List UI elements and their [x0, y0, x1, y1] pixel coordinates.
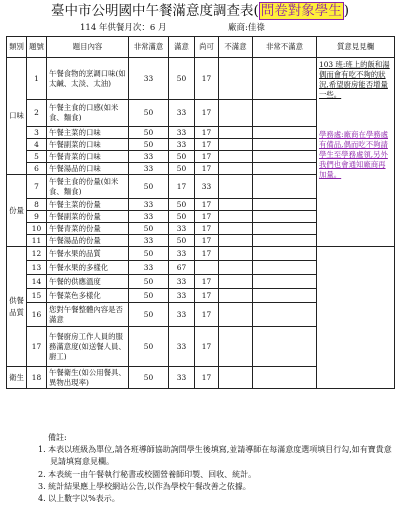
header-dissatisfied: 不滿意 — [219, 37, 253, 58]
very-satisfied-value: 50 — [129, 175, 169, 199]
fair-value: 17 — [195, 127, 219, 139]
very-dissatisfied-value — [253, 235, 317, 247]
item-number: 12 — [27, 247, 47, 261]
satisfied-value: 50 — [169, 199, 195, 211]
satisfied-value: 50 — [169, 211, 195, 223]
very-satisfied-value: 50 — [129, 139, 169, 151]
dissatisfied-value — [219, 327, 253, 367]
satisfied-value: 33 — [169, 327, 195, 367]
very-satisfied-value: 50 — [129, 223, 169, 235]
item-number: 15 — [27, 289, 47, 303]
category-portion: 份量 — [7, 175, 27, 247]
table-row — [7, 247, 395, 261]
month-label: 114 年供餐月次：6 月 — [80, 23, 167, 33]
very-dissatisfied-value — [253, 211, 317, 223]
satisfied-value: 33 — [169, 367, 195, 389]
question-text: 午餐主食的份量(如米食、麵食) — [47, 175, 129, 199]
notes-section — [34, 432, 394, 505]
survey-table — [6, 36, 395, 389]
note-item-3: 3. 統計結果應上學校網站公告,以作為學校午餐改善之依據。 — [38, 481, 251, 491]
question-text: 午餐副菜的份量 — [47, 211, 129, 223]
very-satisfied-value: 50 — [129, 289, 169, 303]
very-dissatisfied-value — [253, 100, 317, 127]
vendor-label: 廠商:佳祿 — [228, 23, 265, 33]
satisfied-value: 33 — [169, 289, 195, 303]
very-dissatisfied-value — [253, 327, 317, 367]
very-dissatisfied-value — [253, 289, 317, 303]
satisfied-value: 33 — [169, 100, 195, 127]
satisfied-value: 33 — [169, 223, 195, 235]
very-satisfied-value: 50 — [129, 247, 169, 261]
item-number: 11 — [27, 235, 47, 247]
dissatisfied-value — [219, 175, 253, 199]
dissatisfied-value — [219, 100, 253, 127]
fair-value: 17 — [195, 211, 219, 223]
very-dissatisfied-value — [253, 367, 317, 389]
very-dissatisfied-value — [253, 175, 317, 199]
satisfied-value: 33 — [169, 303, 195, 327]
dissatisfied-value — [219, 139, 253, 151]
item-number: 7 — [27, 175, 47, 199]
question-text: 午餐湯品的口味 — [47, 163, 129, 175]
dissatisfied-value — [219, 163, 253, 175]
question-text: 午餐主菜的份量 — [47, 199, 129, 211]
very-dissatisfied-value — [253, 303, 317, 327]
very-dissatisfied-value — [253, 139, 317, 151]
fair-value: 33 — [195, 175, 219, 199]
notes-label: 備註: — [48, 433, 67, 442]
note-item-1: 1. 本表以班級為單位,請各班導師協助詢問學生後填寫,並請導師在每滿意度選項填目行勾,如有寶貴意見請填寫意見欄。 — [38, 445, 392, 467]
title-prefix: 臺中市公明國中午餐滿意度調查表( — [50, 3, 259, 19]
satisfied-value: 67 — [169, 261, 195, 275]
fair-value — [195, 261, 219, 275]
fair-value: 17 — [195, 367, 219, 389]
very-dissatisfied-value — [253, 275, 317, 289]
satisfied-value: 50 — [169, 235, 195, 247]
satisfied-value: 17 — [169, 175, 195, 199]
fair-value: 17 — [195, 163, 219, 175]
item-number: 10 — [27, 223, 47, 235]
item-number: 4 — [27, 139, 47, 151]
note-item-2: 2. 本表統一由午餐執行秘書或校園營養師印製、回收、統計。 — [38, 469, 257, 479]
item-number: 17 — [27, 327, 47, 367]
item-number: 2 — [27, 100, 47, 127]
fair-value: 17 — [195, 289, 219, 303]
question-text: 午餐的供應溫度 — [47, 275, 129, 289]
table-row — [7, 58, 395, 100]
satisfied-value: 50 — [169, 151, 195, 163]
dissatisfied-value — [219, 127, 253, 139]
item-number: 14 — [27, 275, 47, 289]
item-number: 9 — [27, 211, 47, 223]
dissatisfied-value — [219, 275, 253, 289]
dissatisfied-value — [219, 151, 253, 163]
suggestion-cell — [317, 58, 395, 247]
dissatisfied-value — [219, 261, 253, 275]
header-row — [7, 37, 395, 58]
question-text: 午餐衛生(如公用餐具、異物出現率) — [47, 367, 129, 389]
dissatisfied-value — [219, 247, 253, 261]
question-text: 午餐菜色多樣化 — [47, 289, 129, 303]
very-satisfied-value: 33 — [129, 151, 169, 163]
fair-value: 17 — [195, 235, 219, 247]
satisfied-value: 50 — [169, 163, 195, 175]
item-number: 5 — [27, 151, 47, 163]
very-satisfied-value: 50 — [129, 327, 169, 367]
very-dissatisfied-value — [253, 223, 317, 235]
fair-value: 17 — [195, 275, 219, 289]
fair-value: 17 — [195, 100, 219, 127]
very-satisfied-value: 33 — [129, 58, 169, 100]
note-item-4: 4. 以上數字以%表示。 — [38, 494, 120, 504]
dissatisfied-value — [219, 223, 253, 235]
item-number: 13 — [27, 261, 47, 275]
suggestion-office-reply: 學務處:廠商在學務處有備品,偶而吃不夠請學生至學務處領,另外我們也會通知廠商再加量。 — [319, 130, 389, 179]
item-number: 1 — [27, 58, 47, 100]
dissatisfied-value — [219, 367, 253, 389]
question-text: 午餐食物的烹調口味(如太鹹、太淡、太油) — [47, 58, 129, 100]
very-dissatisfied-value — [253, 247, 317, 261]
question-text: 午餐主食的口感(如米食、麵食) — [47, 100, 129, 127]
fair-value: 17 — [195, 303, 219, 327]
satisfied-value: 33 — [169, 275, 195, 289]
dissatisfied-value — [219, 199, 253, 211]
very-satisfied-value: 50 — [129, 275, 169, 289]
question-text: 您對午餐整體內容是否滿意 — [47, 303, 129, 327]
satisfied-value: 33 — [169, 247, 195, 261]
very-satisfied-value: 50 — [129, 303, 169, 327]
dissatisfied-value — [219, 289, 253, 303]
question-text: 午餐青菜的份量 — [47, 223, 129, 235]
question-text: 午餐主菜的口味 — [47, 127, 129, 139]
question-text: 午餐水果的多樣化 — [47, 261, 129, 275]
item-number: 8 — [27, 199, 47, 211]
fair-value: 17 — [195, 151, 219, 163]
very-satisfied-value: 33 — [129, 199, 169, 211]
item-number: 6 — [27, 163, 47, 175]
category-quality: 供餐品質 — [7, 247, 27, 367]
header-very-dissatisfied: 非常不滿意 — [253, 37, 317, 58]
question-text: 午餐副菜的口味 — [47, 139, 129, 151]
very-dissatisfied-value — [253, 199, 317, 211]
item-number: 3 — [27, 127, 47, 139]
header-question: 題目內容 — [47, 37, 129, 58]
document-title — [0, 2, 400, 20]
item-number: 16 — [27, 303, 47, 327]
dissatisfied-value — [219, 58, 253, 100]
very-satisfied-value: 33 — [129, 261, 169, 275]
category-taste: 口味 — [7, 58, 27, 175]
dissatisfied-value — [219, 303, 253, 327]
question-text: 午餐青菜的口味 — [47, 151, 129, 163]
very-dissatisfied-value — [253, 261, 317, 275]
fair-value: 17 — [195, 223, 219, 235]
header-fair: 尚可 — [195, 37, 219, 58]
very-satisfied-value: 33 — [129, 211, 169, 223]
very-dissatisfied-value — [253, 163, 317, 175]
header-satisfied: 滿意 — [169, 37, 195, 58]
suggestion-cell-empty — [317, 247, 395, 389]
title-highlight: 問卷對象學生 — [260, 3, 342, 19]
very-satisfied-value: 50 — [129, 127, 169, 139]
very-satisfied-value: 33 — [129, 235, 169, 247]
dissatisfied-value — [219, 235, 253, 247]
item-number: 18 — [27, 367, 47, 389]
title-suffix: ) — [343, 3, 350, 19]
header-very-satisfied: 非常滿意 — [129, 37, 169, 58]
very-satisfied-value: 50 — [129, 100, 169, 127]
header-suggestion: 質意見見欄 — [317, 37, 395, 58]
question-text: 午餐水果的品質 — [47, 247, 129, 261]
category-hygiene: 衛生 — [7, 367, 27, 389]
fair-value: 17 — [195, 247, 219, 261]
satisfied-value: 33 — [169, 127, 195, 139]
header-item: 題號 — [27, 37, 47, 58]
very-satisfied-value: 50 — [129, 367, 169, 389]
satisfied-value: 33 — [169, 139, 195, 151]
very-dissatisfied-value — [253, 127, 317, 139]
satisfied-value: 50 — [169, 58, 195, 100]
dissatisfied-value — [219, 211, 253, 223]
very-dissatisfied-value — [253, 151, 317, 163]
very-dissatisfied-value — [253, 58, 317, 100]
header-category: 類別 — [7, 37, 27, 58]
fair-value: 17 — [195, 199, 219, 211]
question-text: 午餐湯品的份量 — [47, 235, 129, 247]
fair-value: 17 — [195, 58, 219, 100]
suggestion-class-103: 103 班:班上的飯和湯偶而會有吃不夠的狀況,希望廚房能否增量一些。 — [319, 60, 390, 99]
fair-value: 17 — [195, 327, 219, 367]
very-satisfied-value: 33 — [129, 163, 169, 175]
question-text: 午餐廚房工作人員的服務滿意度(如送餐人員、廚工) — [47, 327, 129, 367]
fair-value: 17 — [195, 139, 219, 151]
